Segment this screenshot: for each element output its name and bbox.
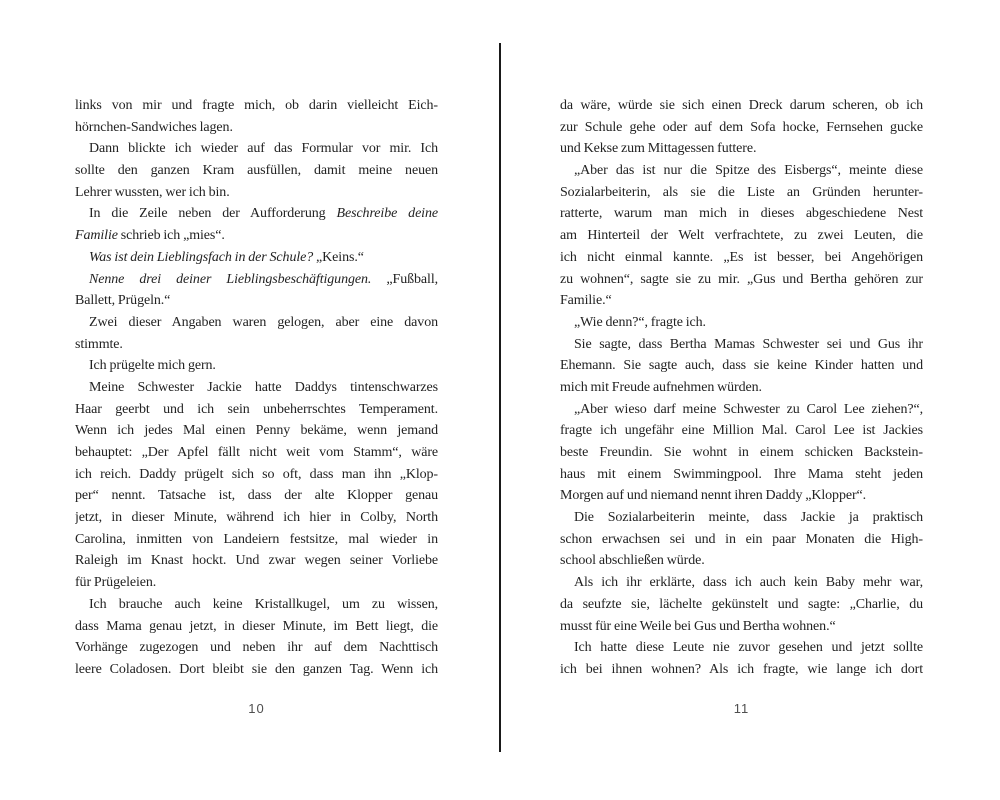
text-run: Ehemann. Sie sagte auch, dass sie keine Kinder hatten und (560, 358, 923, 374)
text-run: dass Mama genau jetzt, in dieser Minute, im Bett liegt, die (75, 618, 438, 634)
text-run: musst für eine Weile bei Gus und Bertha wohnen.“ (560, 618, 836, 634)
text-run: Sozialarbeiterin, als sie die Liste an Gründen herunter- (560, 184, 923, 200)
text-run: für Prügeleien. (75, 575, 157, 591)
text-run: zu wohnen“, sagte sie zu mir. „Gus und Bertha gehören zur (560, 271, 923, 287)
text-run: haus mit einem Swimmingpool. Ihre Mama steht jeden (560, 466, 923, 482)
text-line (560, 247, 923, 269)
text-run: school abschließen würde. (560, 553, 705, 569)
text-line (560, 95, 923, 117)
text-run: zur Schule gehe oder auf dem Sofa hocke, Fernsehen gucke (560, 119, 923, 135)
text-line (75, 355, 438, 377)
text-line (560, 377, 923, 399)
text-line (75, 377, 438, 399)
page-right-text-block (560, 95, 923, 681)
text-line (75, 594, 438, 616)
page-left-text-block (75, 95, 438, 681)
text-run: Ballett, Prügeln.“ (75, 293, 171, 309)
text-run: schon erwachsen sei und in ein paar Monaten die High- (560, 531, 923, 547)
text-run: am Hinterteil der Welt verfrachtete, zu zwei Leuten, die (560, 228, 923, 244)
text-line (75, 637, 438, 659)
text-run: Carolina, inmitten von Landeiern festsitze, mal wieder in (75, 531, 438, 547)
text-line (75, 95, 438, 117)
text-line (560, 616, 923, 638)
text-line (560, 203, 923, 225)
text-run: per“ nennt. Tatsache ist, dass der alte Klopper genau (75, 488, 438, 504)
text-line (560, 659, 923, 681)
text-run: behauptet: „Der Apfel fällt nicht weit vom Stamm“, wäre (75, 445, 438, 460)
text-line (560, 399, 923, 421)
text-run: fragte ich ungefähr eine Million Mal. Carol Lee ist Jackies (560, 423, 923, 439)
text-line (75, 334, 438, 356)
text-line (560, 442, 923, 464)
text-line (560, 182, 923, 204)
text-line (560, 507, 923, 529)
text-run: und Kekse zum Mittagessen futtere. (560, 141, 757, 157)
text-line (75, 420, 438, 442)
text-run: „Wie denn?“, fragte ich. (574, 314, 706, 330)
text-run: „Aber das ist nur die Spitze des Eisbergs“, meinte diese (574, 163, 923, 179)
text-run: jetzt, in dieser Minute, während ich hier in Colby, North (75, 510, 438, 526)
italic-text-run: Was ist dein Lieblingsfach in der Schule? (89, 249, 314, 265)
text-run: hörnchen-Sandwiches lagen. (75, 119, 233, 135)
text-run: Familie.“ (560, 293, 612, 309)
text-run: leere Coladosen. Dort bleibt sie den ganzen Tag. Wenn ich (75, 661, 438, 677)
text-run: Meine Schwester Jackie hatte Daddys tintenschwarzes (89, 379, 438, 395)
text-line (560, 637, 923, 659)
text-run: In die Zeile neben der Aufforderung (89, 206, 337, 222)
text-run: da seufzte sie, lächelte gekünstelt und sagte: „Charlie, du (560, 596, 923, 612)
text-run: schrieb ich „mies“. (117, 228, 225, 244)
text-run: Lehrer wussten, wer ich bin. (75, 184, 230, 200)
text-run: Ich hatte diese Leute nie zuvor gesehen und jetzt sollte (574, 640, 923, 656)
center-divider-rule (499, 43, 501, 752)
italic-text-run: Nenne drei deiner Lieblingsbeschäftigungen. (89, 271, 372, 287)
text-line (75, 507, 438, 529)
text-line (560, 225, 923, 247)
text-run: ich bei ihnen wohnen? Als ich fragte, wie lange ich dort (560, 661, 923, 677)
text-run: Ich brauche auch keine Kristallkugel, um zu wissen, (89, 596, 438, 612)
text-line (560, 312, 923, 334)
text-line (560, 355, 923, 377)
text-run: „Aber wieso darf meine Schwester zu Carol Lee ziehen?“, (574, 401, 923, 417)
text-run: „Keins.“ (313, 249, 364, 265)
text-line (560, 529, 923, 551)
text-run: Zwei dieser Angaben waren gelogen, aber eine davon (89, 314, 438, 330)
text-line (560, 550, 923, 572)
text-line (75, 182, 438, 204)
text-run: Vorhänge zugezogen und neben ihr auf dem Nachttisch (75, 640, 438, 656)
text-run: stimmte. (75, 336, 123, 352)
text-line (560, 420, 923, 442)
text-run: ich reich. Daddy prügelt sich so oft, dass man ihn „Klop- (75, 466, 438, 482)
text-run: ich nicht einmal kannte. „Es ist besser, bei Angehörigen (560, 249, 923, 265)
text-run: Sie sagte, dass Bertha Mamas Schwester sei und Gus ihr (574, 336, 923, 352)
text-line (75, 464, 438, 486)
text-line (75, 203, 438, 225)
text-line (560, 334, 923, 356)
text-run: Dann blickte ich wieder auf das Formular vor mir. Ich (89, 141, 438, 157)
text-line (560, 464, 923, 486)
text-line (560, 485, 923, 507)
text-line (75, 117, 438, 139)
text-run: links von mir und fragte mich, ob darin vielleicht Eich- (75, 98, 438, 113)
text-run: beste Freundin. Sie wohnt in einem schicken Backstein- (560, 445, 923, 460)
text-line (75, 529, 438, 551)
text-line (560, 594, 923, 616)
text-line (560, 117, 923, 139)
italic-text-run: Familie (75, 228, 118, 244)
text-line (560, 138, 923, 160)
text-run: Die Sozialarbeiterin meinte, dass Jackie ja praktisch (574, 510, 923, 526)
text-line (75, 247, 438, 269)
text-line (75, 269, 438, 291)
text-run: da wäre, würde sie sich einen Dreck darum scheren, ob ich (560, 98, 923, 113)
text-run: „Fußball, (371, 271, 438, 287)
text-line (560, 290, 923, 312)
page-number-right: 11 (733, 701, 750, 716)
text-line (75, 572, 438, 594)
text-run: Raleigh im Knast hockt. Und zwar wegen seiner Vorliebe (75, 553, 438, 569)
text-run: Als ich ihr erklärte, dass ich auch kein Baby mehr war, (574, 575, 923, 591)
text-line (560, 269, 923, 291)
text-line (560, 572, 923, 594)
text-line (75, 485, 438, 507)
text-run: Haar geerbt und ich sein unbeherrschtes Temperament. (75, 401, 438, 417)
page-number-left: 10 (248, 701, 265, 716)
italic-text-run: Beschreibe deine (336, 206, 438, 222)
text-line (75, 138, 438, 160)
text-line (75, 442, 438, 464)
text-line (75, 616, 438, 638)
text-line (75, 225, 438, 247)
text-run: ratterte, warum man mich in dieses abgeschiedene Nest (560, 206, 923, 222)
text-line (75, 290, 438, 312)
text-run: sollte den ganzen Kram ausfüllen, damit meine neuen (75, 163, 438, 179)
text-run: Morgen auf und niemand nennt ihren Daddy „Klopper“. (560, 488, 867, 504)
text-line (75, 399, 438, 421)
text-run: mich mit Freude aufnehmen würden. (560, 379, 762, 395)
text-run: Ich prügelte mich gern. (89, 358, 216, 374)
text-run: Wenn ich jedes Mal einen Penny bekäme, wenn jemand (75, 423, 438, 439)
text-line (560, 160, 923, 182)
text-line (75, 160, 438, 182)
text-line (75, 550, 438, 572)
text-line (75, 659, 438, 681)
text-line (75, 312, 438, 334)
